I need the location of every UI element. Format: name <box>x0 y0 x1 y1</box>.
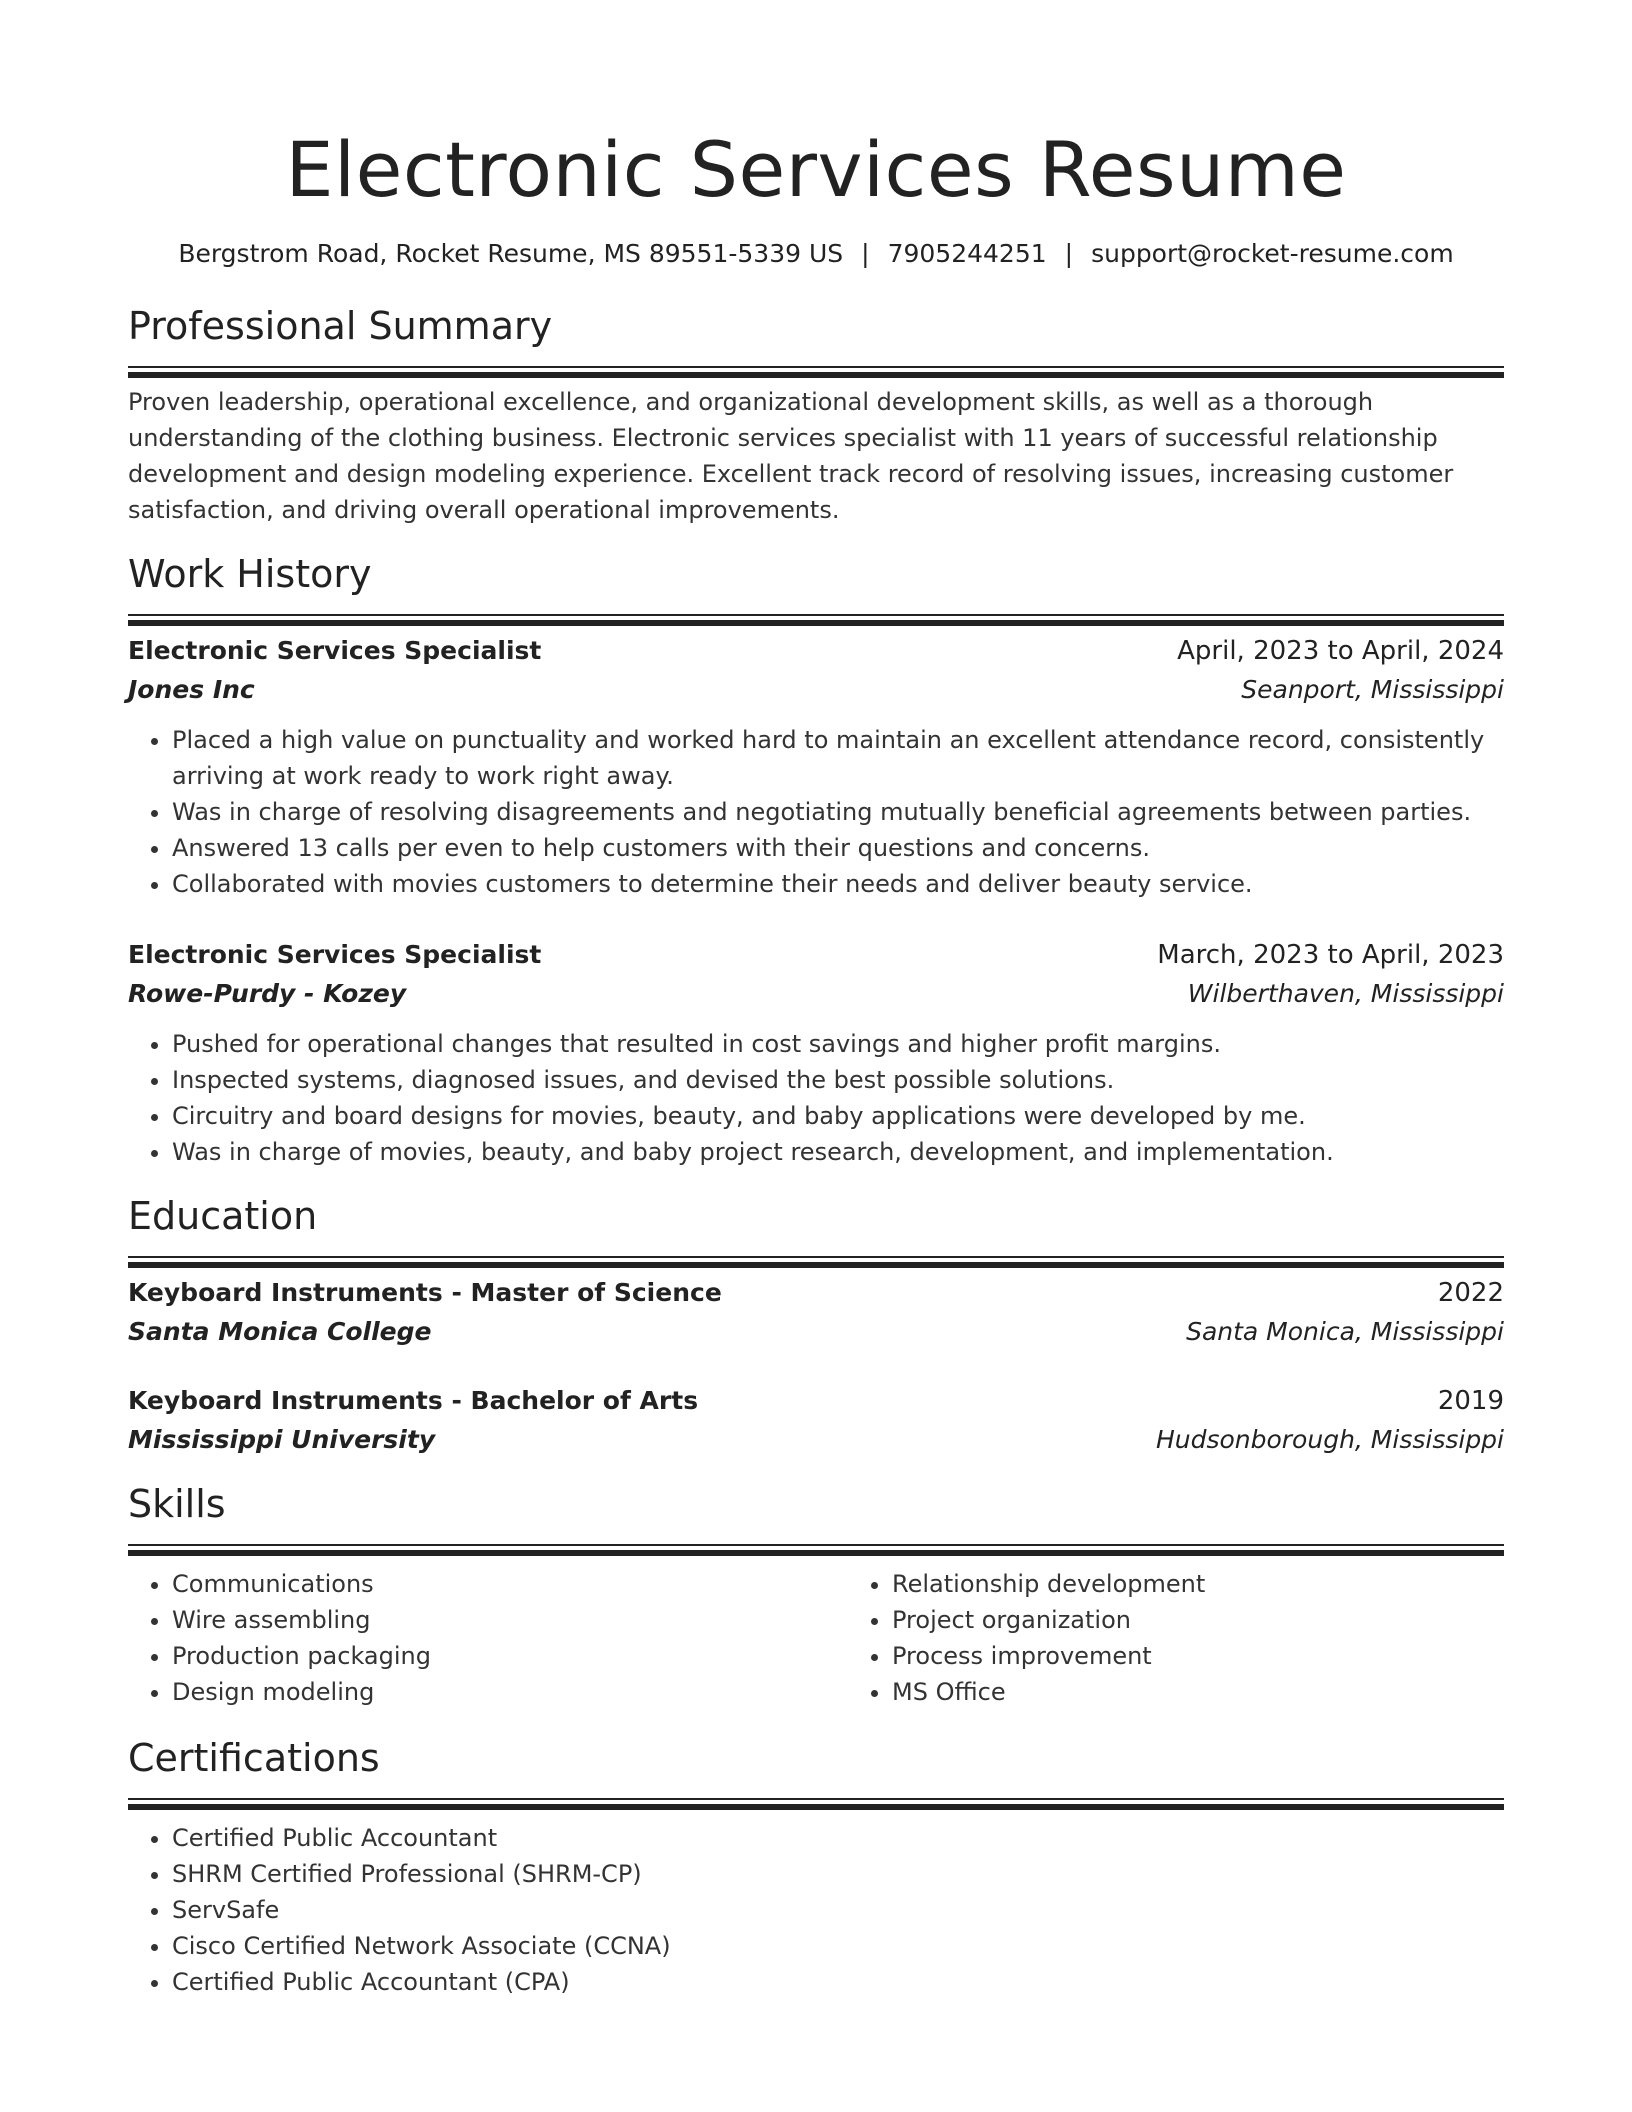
education-section <box>128 1192 1504 1460</box>
school-location: Santa Monica, Mississippi <box>1186 1317 1504 1346</box>
job-bullets <box>128 722 1504 902</box>
job-title: Electronic Services Specialist <box>128 940 542 969</box>
list-item: • Communications <box>172 1566 848 1602</box>
section-divider <box>128 1544 1504 1546</box>
list-item: • Design modeling <box>172 1674 848 1710</box>
job-dates: April, 2023 to April, 2024 <box>1177 636 1504 666</box>
list-item: • ServSafe <box>172 1892 1504 1928</box>
list-item: • Answered 13 calls per even to help customers with their questions and concerns. <box>172 830 1504 866</box>
degree-title: Keyboard Instruments - Master of Science <box>128 1278 722 1307</box>
school-name: Mississippi University <box>128 1425 436 1454</box>
contact-separator: | <box>1064 239 1074 268</box>
work-history-section <box>128 550 1504 1170</box>
section-divider <box>128 366 1504 368</box>
job-title: Electronic Services Specialist <box>128 636 542 665</box>
school-location: Hudsonborough, Mississippi <box>1155 1425 1504 1454</box>
job-dates: March, 2023 to April, 2023 <box>1157 940 1504 970</box>
list-item: • Relationship development <box>892 1566 1504 1602</box>
job-company: Rowe-Purdy - Kozey <box>128 979 407 1008</box>
summary-text: Proven leadership, operational excellence, and organizational development skills, as well as a thorough understanding of the clothing business. Electronic services specialist with 11 years of successful relationship development and design modeling experience. Excellent track record of resolving issues, increasing customer satisfaction, and driving overall operational improvements. <box>128 388 1454 524</box>
certifications-list <box>128 1820 1504 2000</box>
section-heading: Education <box>128 1194 318 1238</box>
contact-email: support@rocket-resume.com <box>1091 239 1454 268</box>
list-item: • MS Office <box>892 1674 1504 1710</box>
graduation-year: 2019 <box>1437 1386 1504 1416</box>
list-item: • Was in charge of resolving disagreements and negotiating mutually beneficial agreements between parties. <box>172 794 1504 830</box>
degree-title: Keyboard Instruments - Bachelor of Arts <box>128 1386 699 1415</box>
list-item: • Wire assembling <box>172 1602 848 1638</box>
list-item: • Placed a high value on punctuality and worked hard to maintain an excellent attendance record, consistently arriving at work ready to work right away. <box>172 722 1504 794</box>
list-item: • Certified Public Accountant <box>172 1820 1504 1856</box>
list-item: • Circuitry and board designs for movies, beauty, and baby applications were developed by me. <box>172 1098 1504 1134</box>
contact-line <box>128 236 1504 272</box>
section-heading: Professional Summary <box>128 304 553 348</box>
section-heading: Certifications <box>128 1736 380 1780</box>
contact-separator: | <box>861 239 870 268</box>
list-item: • Production packaging <box>172 1638 848 1674</box>
list-item: • Pushed for operational changes that resulted in cost savings and higher profit margins. <box>172 1026 1504 1062</box>
job-entry <box>128 632 1504 902</box>
skills-section <box>128 1480 1504 1710</box>
certifications-section <box>128 1734 1504 2000</box>
education-entry <box>128 1274 1504 1352</box>
job-bullets <box>128 1026 1504 1170</box>
resume-title: Electronic Services Resume <box>285 125 1347 214</box>
section-divider <box>128 1798 1504 1800</box>
skills-list-left <box>128 1566 848 1710</box>
job-location: Wilberthaven, Mississippi <box>1187 979 1504 1008</box>
list-item: • Was in charge of movies, beauty, and baby project research, development, and implementation. <box>172 1134 1504 1170</box>
summary-section <box>128 302 1504 528</box>
job-entry <box>128 936 1504 1170</box>
job-company: Jones Inc <box>128 675 255 704</box>
list-item: • Cisco Certified Network Associate (CCNA) <box>172 1928 1504 1964</box>
section-heading: Work History <box>128 552 372 596</box>
section-heading: Skills <box>128 1482 226 1526</box>
list-item: • Inspected systems, diagnosed issues, and devised the best possible solutions. <box>172 1062 1504 1098</box>
list-item: • Project organization <box>892 1602 1504 1638</box>
section-divider <box>128 1256 1504 1258</box>
graduation-year: 2022 <box>1437 1278 1504 1308</box>
section-divider <box>128 614 1504 616</box>
skills-list-right <box>848 1566 1504 1710</box>
list-item: • SHRM Certified Professional (SHRM-CP) <box>172 1856 1504 1892</box>
contact-phone: 7905244251 <box>887 239 1047 268</box>
list-item: • Process improvement <box>892 1638 1504 1674</box>
list-item: • Certified Public Accountant (CPA) <box>172 1964 1504 2000</box>
list-item: • Collaborated with movies customers to determine their needs and deliver beauty service. <box>172 866 1504 902</box>
contact-address: Bergstrom Road, Rocket Resume, MS 89551-5339 US <box>178 239 844 268</box>
job-location: Seanport, Mississippi <box>1241 675 1504 704</box>
skills-grid <box>128 1566 1504 1710</box>
school-name: Santa Monica College <box>128 1317 432 1346</box>
education-entry <box>128 1382 1504 1460</box>
